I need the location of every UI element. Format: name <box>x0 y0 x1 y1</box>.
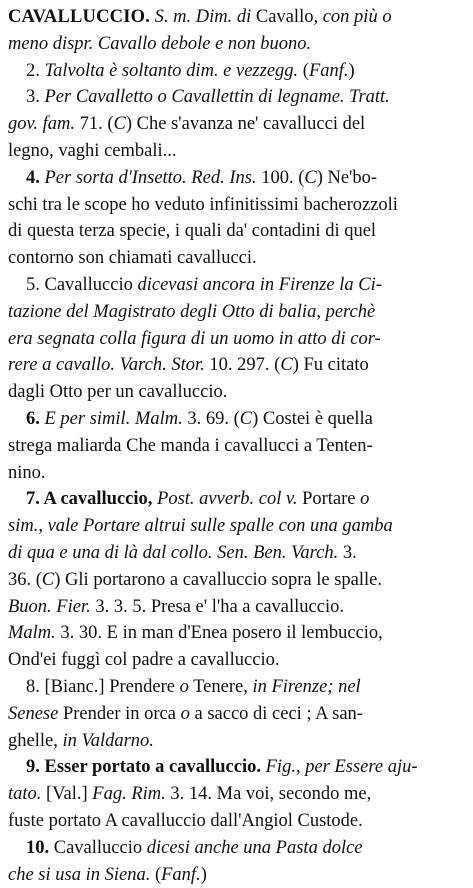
text-run: 9. Esser portato a cavalluccio. <box>26 757 261 777</box>
text-run: Cavallo <box>256 7 314 27</box>
entry-line <box>8 486 465 513</box>
text-run: C <box>240 409 252 429</box>
text-run: ( <box>150 865 161 885</box>
entry-line <box>8 808 465 835</box>
entry-line <box>8 272 465 299</box>
text-run: Per sorta d'Insetto. Red. Ins. <box>45 168 257 188</box>
entry-line <box>8 111 465 138</box>
entry-line <box>8 326 465 353</box>
text-run: Talvolta è soltanto dim. e vezzegg. <box>45 61 299 81</box>
text-run: ) <box>201 865 207 885</box>
text-run: legno, vaghi cembali... <box>8 141 177 161</box>
text-run: ) Ne'bo- <box>317 168 377 188</box>
text-run: o <box>181 704 190 724</box>
text-run: 100. ( <box>257 168 305 188</box>
text-run: dagli Otto per un cavalluccio. <box>8 382 227 402</box>
text-run: Tenere, <box>189 677 253 697</box>
entry-line <box>8 165 465 192</box>
entry-line <box>8 406 465 433</box>
text-run: , con più o <box>313 7 391 27</box>
entry-line <box>8 835 465 862</box>
text-run: dicevasi ancora in Firenze la Ci- <box>137 275 381 295</box>
entry-line <box>8 567 465 594</box>
text-run: contorno son chiamati cavallucci. <box>8 248 257 268</box>
text-run: Fanf. <box>309 61 349 81</box>
entry-line <box>8 460 465 487</box>
text-run: fuste portato A cavalluccio dall'Angiol Custode. <box>8 811 363 831</box>
text-run: tazione del Magistrato degli Otto di balia, perchè <box>8 302 375 322</box>
text-run: schi tra le scope ho veduto infinitissimi bacherozzoli <box>8 195 398 215</box>
entry-headline <box>8 4 465 31</box>
text-run: strega maliarda Che manda i cavallucci a Tenten- <box>8 436 373 456</box>
text-run: Cavalluccio <box>54 838 147 858</box>
entry-line <box>8 138 465 165</box>
text-run: 10. 297. ( <box>205 355 281 375</box>
text-run: Fanf. <box>161 865 201 885</box>
text-run: gov. fam. <box>8 114 75 134</box>
text-run: ) Gli portarono a cavalluccio sopra le spalle. <box>54 570 382 590</box>
entry-line <box>8 352 465 379</box>
entry-line <box>8 58 465 85</box>
text-run: 3. 3. 5. Presa e' l'ha a cavalluccio. <box>91 597 344 617</box>
text-run: C <box>42 570 54 590</box>
text-run: 71. ( <box>75 114 114 134</box>
text-run: Fig., per Essere aju- <box>261 757 418 777</box>
text-run: era segnata colla figura di un uomo in atto di cor- <box>8 329 381 349</box>
text-run: E per simil. Malm. <box>45 409 183 429</box>
text-run: Buon. Fier. <box>8 597 91 617</box>
text-run: Per Cavalletto o Cavallettin di legname. Tratt. <box>45 87 390 107</box>
text-run: 5. Cavalluccio <box>26 275 137 295</box>
entry-line <box>8 647 465 674</box>
text-run: Fag. Rim. <box>92 784 165 804</box>
text-run: dicesi anche una Pasta dolce <box>147 838 363 858</box>
entry-line <box>8 433 465 460</box>
text-run: Post. avverb. col v. <box>152 489 297 509</box>
text-run: Senese <box>8 704 58 724</box>
text-run: 36. ( <box>8 570 42 590</box>
text-run: [Val.] <box>41 784 92 804</box>
text-run: S. m. Dim. di <box>150 7 256 27</box>
text-run: in Valdarno. <box>62 731 153 751</box>
text-run: Ond'ei fuggì col padre a cavalluccio. <box>8 650 279 670</box>
text-run: 3. 30. E in man d'Enea posero il lembuccio, <box>56 623 383 643</box>
text-run: C <box>304 168 316 188</box>
dictionary-entry-cavalluccio <box>8 4 465 888</box>
text-run: ) Che s'avanza ne' cavallucci del <box>126 114 365 134</box>
entry-line <box>8 754 465 781</box>
entry-line <box>8 84 465 111</box>
entry-line <box>8 299 465 326</box>
entry-line <box>8 379 465 406</box>
text-run: meno dispr. Cavallo debole e non buono. <box>8 34 311 54</box>
entry-line <box>8 31 465 58</box>
text-run: 2. <box>26 61 45 81</box>
entry-line <box>8 781 465 808</box>
text-run: 10. <box>26 838 54 858</box>
entry-line <box>8 192 465 219</box>
text-run: che si usa in Siena. <box>8 865 150 885</box>
text-run: Malm. <box>8 623 56 643</box>
text-run: nino. <box>8 463 46 483</box>
text-run: 3. <box>338 543 357 563</box>
entry-line <box>8 728 465 755</box>
text-run: 7. A cavalluccio, <box>26 489 152 509</box>
text-run: 3. 14. Ma voi, secondo me, <box>166 784 372 804</box>
entry-line <box>8 862 465 888</box>
text-run: 3. <box>26 87 45 107</box>
text-run: ) Costei è quella <box>252 409 373 429</box>
text-run: o <box>180 677 189 697</box>
entry-line <box>8 620 465 647</box>
text-run: ghelle, <box>8 731 62 751</box>
text-run: a sacco di ceci ; A san- <box>190 704 363 724</box>
text-run: 8. [Bianc.] Prendere <box>26 677 180 697</box>
text-run: Portare <box>297 489 360 509</box>
text-run: rere a cavallo. Varch. Stor. <box>8 355 205 375</box>
text-run: in Firenze; nel <box>252 677 360 697</box>
text-run: di qua e una di là dal collo. Sen. Ben. Varch. <box>8 543 338 563</box>
entry-line <box>8 245 465 272</box>
text-run: C <box>114 114 126 134</box>
text-run: 4. <box>26 168 45 188</box>
text-run: ) Fu citato <box>293 355 369 375</box>
entry-line <box>8 513 465 540</box>
text-run: 3. 69. ( <box>183 409 240 429</box>
text-run: 6. <box>26 409 45 429</box>
text-run: ( <box>298 61 309 81</box>
text-run: tato. <box>8 784 41 804</box>
text-run: sim., vale Portare altrui sulle spalle con una gamba <box>8 516 393 536</box>
entry-line <box>8 540 465 567</box>
entry-line <box>8 594 465 621</box>
entry-line <box>8 674 465 701</box>
text-run: di questa terza specie, i quali da' contadini di quel <box>8 221 376 241</box>
entry-line <box>8 218 465 245</box>
text-run: C <box>280 355 292 375</box>
text-run: ) <box>349 61 355 81</box>
headword: CAVALLUCCIO. <box>8 7 150 27</box>
text-run: o <box>360 489 369 509</box>
text-run: Prender in orca <box>58 704 180 724</box>
